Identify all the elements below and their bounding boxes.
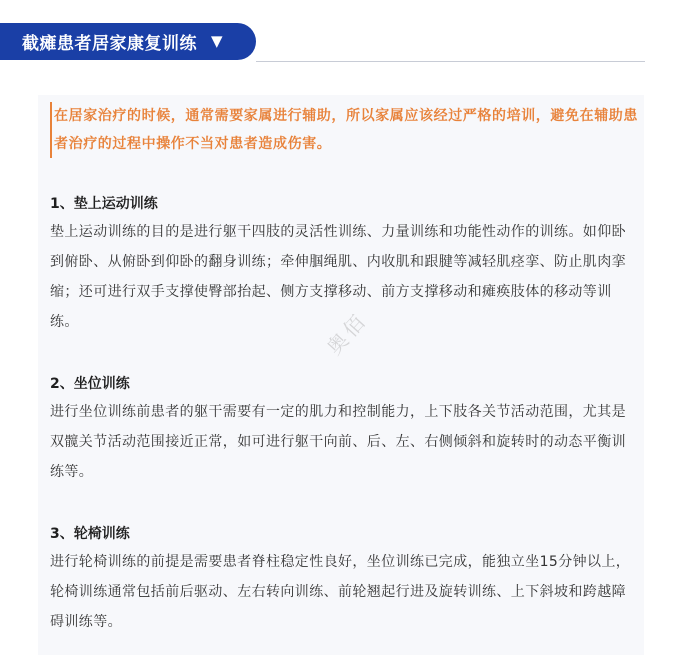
section-body-mat-training: 垫上运动训练的目的是进行躯干四肢的灵活性训练、力量训练和功能性动作的训练。如仰卧到俯卧、从俯卧到仰卧的翻身训练；牵伸腘绳肌、内收肌和跟腱等减轻肌痉挛、防止肌肉挛缩；还可进行双手支撑使臀部抬起、侧方支撑移动、前方支撑移动和瘫痪肢体的移动等训练。 [50,224,626,330]
article-content [38,95,644,655]
section-header-banner [0,23,256,60]
section-body-sitting-training: 进行坐位训练前患者的躯干需要有一定的肌力和控制能力，上下肢各关节活动范围，尤其是双髋关节活动范围接近正常，如可进行躯干向前、后、左、右侧倾斜和旋转时的动态平衡训练等。 [50,404,626,480]
section-title-sitting-training: 2、坐位训练 [50,376,130,392]
triangle-down-icon: ▼ [211,32,223,50]
section-header-title: 截瘫患者居家康复训练 [22,34,197,54]
section-body-wheelchair-training: 进行轮椅训练的前提是需要患者脊柱稳定性良好，坐位训练已完成，能独立坐15分钟以上，轮椅训练通常包括前后驱动、左右转向训练、前轮翘起行进及旋转训练、上下斜坡和跨越障碍训练等。 [50,554,631,630]
header-divider [256,61,645,62]
intro-paragraph: 在居家治疗的时候，通常需要家属进行辅助，所以家属应该经过严格的培训，避免在辅助患者治疗的过程中操作不当对患者造成伤害。 [50,102,642,158]
section-title-mat-training: 1、垫上运动训练 [50,196,158,212]
watermark: 奥佰 [322,307,373,360]
section-title-wheelchair-training: 3、轮椅训练 [50,526,130,542]
